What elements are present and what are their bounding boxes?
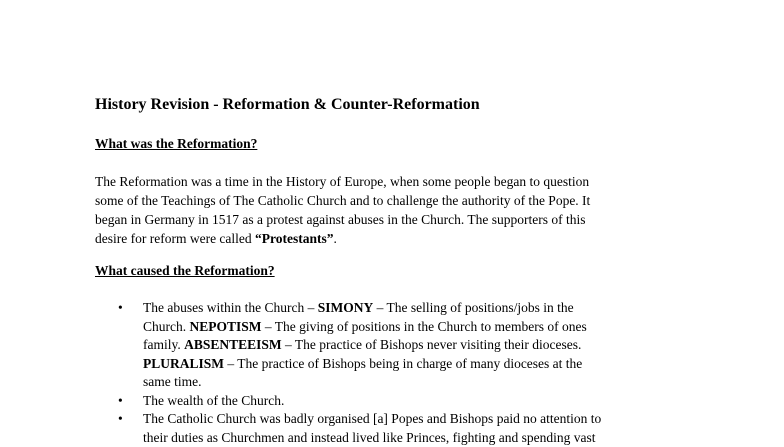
list-text: – The practice of Bishops never visiting their dioceses. [282, 337, 582, 352]
nepotism-term: NEPOTISM [190, 319, 262, 334]
paragraph-line: The Reformation was a time in the History of Europe, when some people began to question [95, 172, 695, 191]
list-text: Church. [143, 319, 190, 334]
simony-term: SIMONY [318, 300, 374, 315]
document-title: History Revision - Reformation & Counter-Reformation [95, 96, 480, 114]
list-line [143, 355, 784, 374]
list-line: The Catholic Church was badly organised [a] Popes and Bishops paid no attention to [143, 410, 784, 429]
bullet-icon: • [118, 410, 123, 429]
list-line: same time. [143, 373, 784, 392]
section-heading-what-was: What was the Reformation? [95, 136, 257, 152]
list-line [143, 318, 784, 337]
list-line: their duties as Churchmen and instead lived like Princes, fighting and spending vast [143, 429, 784, 447]
causes-list [0, 299, 784, 447]
list-text: – The giving of positions in the Church to members of ones [262, 319, 587, 334]
paragraph-line: began in Germany in 1517 as a protest against abuses in the Church. The supporters of this [95, 210, 695, 229]
list-line [143, 299, 784, 318]
list-text: family. [143, 337, 184, 352]
bullet-icon: • [118, 299, 123, 318]
list-text: – The selling of positions/jobs in the [373, 300, 573, 315]
protestants-term: “Protestants” [255, 231, 334, 246]
list-line: The wealth of the Church. [143, 392, 784, 411]
bullet-icon: • [118, 392, 123, 411]
paragraph-line [95, 229, 695, 248]
paragraph-text: . [334, 231, 337, 246]
paragraph-line: some of the Teachings of The Catholic Church and to challenge the authority of the Pope. It [95, 191, 695, 210]
section-heading-what-caused: What caused the Reformation? [95, 263, 275, 279]
list-text: The abuses within the Church – [143, 300, 318, 315]
reformation-paragraph [95, 172, 695, 248]
list-item [0, 392, 784, 411]
pluralism-term: PLURALISM [143, 356, 224, 371]
list-text: – The practice of Bishops being in charge of many dioceses at the [224, 356, 582, 371]
list-item [0, 410, 784, 447]
paragraph-text: desire for reform were called [95, 231, 255, 246]
list-line [143, 336, 784, 355]
absenteeism-term: ABSENTEEISM [184, 337, 282, 352]
list-item [0, 299, 784, 392]
